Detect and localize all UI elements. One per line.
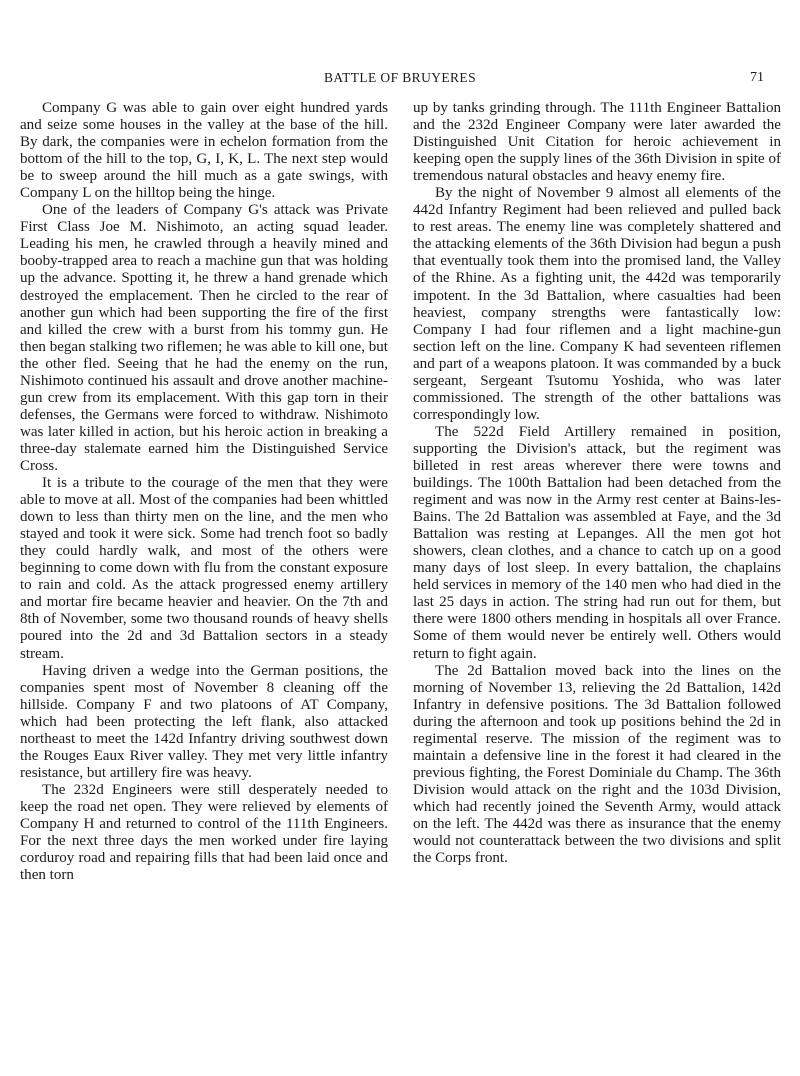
paragraph-continued: up by tanks grinding through. The 111th Engineer Battalion and the 232d Engineer Company were later awarded the Distinguished Unit Citation for heroic achievement in keeping open the supply lines of the 36th Division in spite of tremendous natural obstacles and heavy enemy fire. (413, 100, 781, 185)
running-title: BATTLE OF BRUYERES (324, 70, 476, 85)
paragraph: By the night of November 9 almost all elements of the 442d Infantry Regiment had been relieved and pulled back to rest areas. The enemy line was completely shattered and the attacking elements of the 36th Division had begun a push that eventually took them into the promised land, the Valley of the Rhine. As a fighting unit, the 442d was temporarily impotent. In the 3d Battalion, where casualties had been heaviest, company strengths were fantastically low: Company I had four riflemen and a light machine-gun section left on the line. Company K had seventeen riflemen and part of a weapons platoon. It was commanded by a buck sergeant, Sergeant Tsutomu Yoshida, who was later commissioned. The strength of the other battalions was correspondingly low. (413, 185, 781, 423)
paragraph: It is a tribute to the courage of the men that they were able to move at all. Most of the companies had been whittled down to less than thirty men on the line, and the men who stayed and took it were sick. Some had trench foot so badly they could hardly walk, and most of the others were beginning to come down with flu from the constant exposure to rain and cold. As the attack progressed enemy artillery and mortar fire became heavier and heavier. On the 7th and 8th of November, some two thousand rounds of heavy shells poured into the 2d and 3d Battalion sectors in a steady stream. (20, 475, 388, 662)
right-column (413, 100, 781, 867)
paragraph: The 522d Field Artillery remained in position, supporting the Division's attack, but the regiment was billeted in rest areas wherever there were towns and buildings. The 100th Battalion had been detached from the regiment and was now in the Army rest center at Bains-les-Bains. The 2d Battalion was assembled at Faye, and the 3d Battalion was resting at Lepanges. All the men got hot showers, clean clothes, and a chance to catch up on a good many days of lost sleep. In every battalion, the chaplains held services in memory of the 140 men who had died in the last 25 days in action. The string had run out for them, but there were 1800 others mending in hospitals all over France. Some of them would never be entirely well. Others would return to fight again. (413, 423, 781, 662)
paragraph: Having driven a wedge into the German positions, the companies spent most of November 8 cleaning off the hillside. Company F and two platoons of AT Company, which had been protecting the left flank, also attacked northeast to meet the 142d Infantry driving southwest down the Rouges Eaux River valley. They met very little infantry resistance, but artillery fire was heavy. (20, 662, 388, 781)
left-column (20, 100, 388, 884)
page-header (0, 70, 800, 92)
paragraph: The 232d Engineers were still desperately needed to keep the road net open. They were relieved by elements of Company H and returned to control of the 111th Engineers. For the next three days the men worked under fire laying corduroy road and repairing fills that had been laid once and then torn (20, 781, 388, 884)
paragraph: One of the leaders of Company G's attack was Private First Class Joe M. Nishimoto, an acting squad leader. Leading his men, he crawled through a heavily mined and booby-trapped area to reach a machine gun that was holding up the advance. Spotting it, he threw a hand grenade which destroyed the emplacement. Then he circled to the rear of another gun which had been supporting the fire of the first and killed the crew with a burst from his tommy gun. He then began stalking two riflemen; he was able to kill one, but the other fled. Seeing that he had the enemy on the run, Nishimoto continued his assault and drove another machine-gun crew from its emplacement. With this gap torn in their defenses, the Germans were forced to withdraw. Nishimoto was later killed in action, but his heroic action in breaking a three-day stalemate earned him the Distinguished Service Cross. (20, 202, 388, 474)
paragraph: The 2d Battalion moved back into the lines on the morning of November 13, relieving the 2d Battalion, 142d Infantry in defensive positions. The 3d Battalion followed during the afternoon and took up positions behind the 2d in regimental reserve. The mission of the regiment was to maintain a defensive line in the forest it had cleared in the previous fighting, the Forest Dominiale du Champ. The 36th Division would attack on the right and the 103d Division, which had recently joined the Seventh Army, would attack on the left. The 442d was there as insurance that the enemy would not counterattack between the two divisions and split the Corps front. (413, 662, 781, 867)
page-number: 71 (750, 70, 764, 85)
paragraph: Company G was able to gain over eight hundred yards and seize some houses in the valley at the base of the hill. By dark, the companies were in echelon formation from the bottom of the hill to the top, G, I, K, L. The next step would be to sweep around the hill much as a gate swings, with Company L on the hilltop being the hinge. (20, 100, 388, 202)
